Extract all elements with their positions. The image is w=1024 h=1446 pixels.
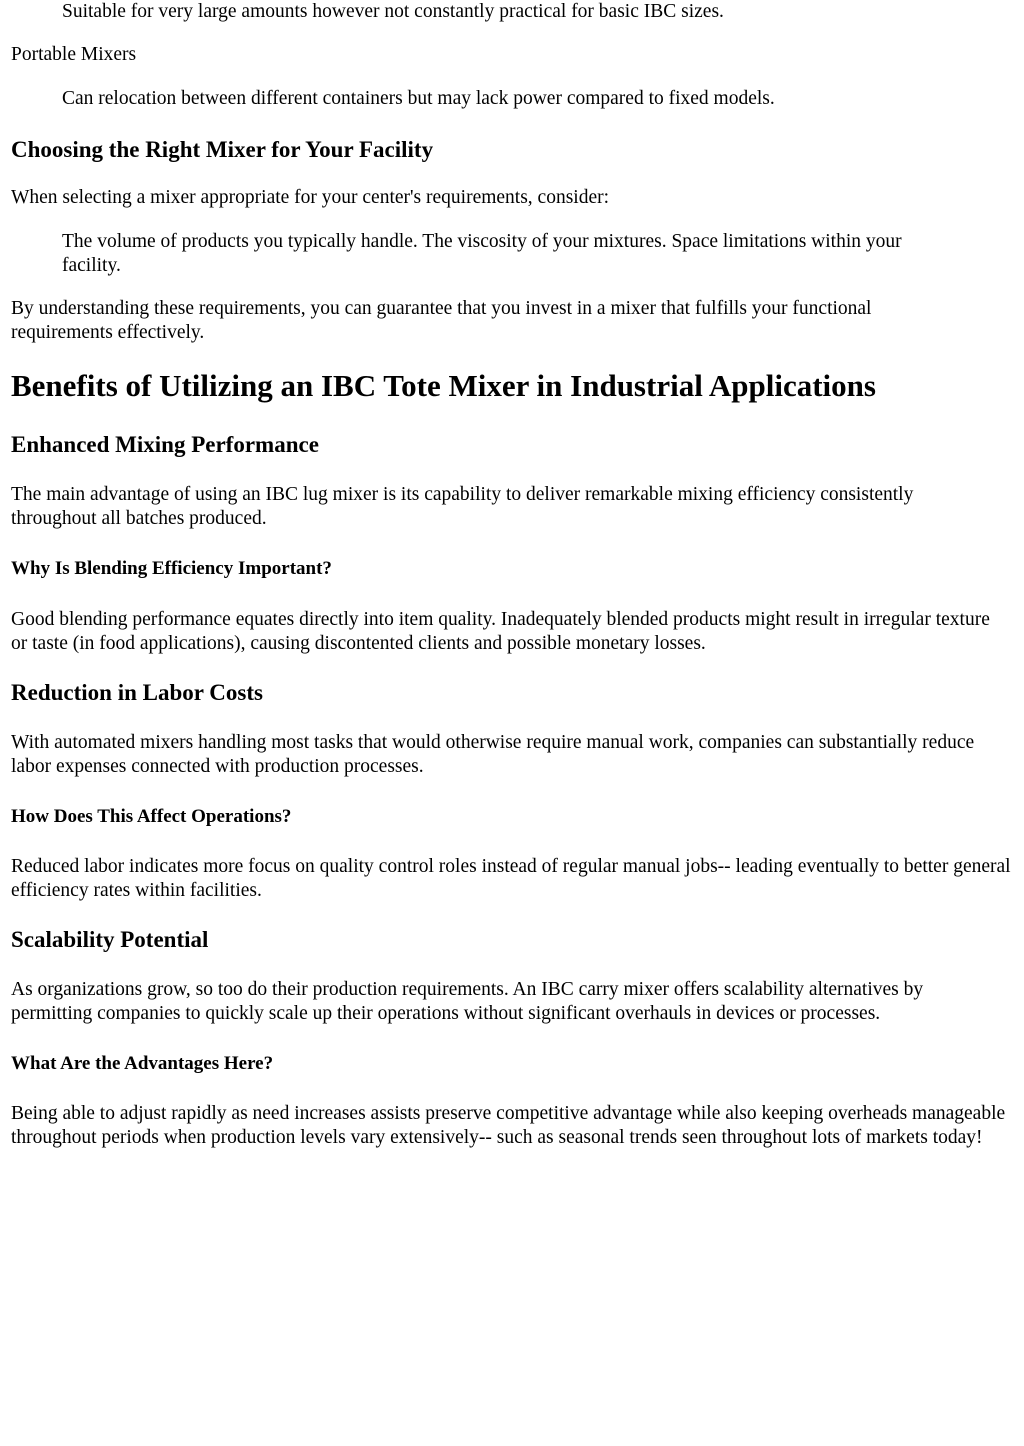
heading-reduction-labor-costs: Reduction in Labor Costs [11, 680, 263, 705]
when-selecting-paragraph: When selecting a mixer appropriate for your center's requirements, consider: [11, 187, 610, 208]
portable-mixers-term: Portable Mixers [11, 44, 137, 65]
enhanced-mixing-paragraph: The main advantage of using an IBC lug mixer is its capability to deliver remarkable mixing efficiency consistently throughout all batches produced. [11, 484, 914, 529]
heading-choosing-right-mixer: Choosing the Right Mixer for Your Facility [11, 137, 434, 162]
good-blending-paragraph: Good blending performance equates directly into item quality. Inadequately blended products might result in irregular texture or taste (in food applications), causing discontented clients and possible monetary losses. [11, 609, 990, 654]
reduced-labor-paragraph: Reduced labor indicates more focus on quality control roles instead of regular manual jobs-- leading eventually to better general efficiency rates within facilities. [11, 856, 1011, 901]
heading-how-affect-operations: How Does This Affect Operations? [11, 806, 292, 827]
considerations-list: The volume of products you typically handle. The viscosity of your mixtures. Space limitations within your facility. [62, 231, 902, 276]
being-able-paragraph: Being able to adjust rapidly as need increases assists preserve competitive advantage while also keeping overheads manageable throughout periods when production levels vary extensively-- such as seasonal trends seen throughout lots of markets today! [11, 1103, 1006, 1148]
heading-enhanced-mixing: Enhanced Mixing Performance [11, 432, 319, 457]
reduction-labor-paragraph: With automated mixers handling most tasks that would otherwise require manual work, companies can substantially reduce labor expenses connected with production processes. [11, 732, 975, 777]
scalability-paragraph: As organizations grow, so too do their production requirements. An IBC carry mixer offers scalability alternatives by permitting companies to quickly scale up their operations without significant overhauls in devices or processes. [11, 979, 924, 1024]
heading-why-blending-efficiency: Why Is Blending Efficiency Important? [11, 558, 332, 579]
heading-scalability-potential: Scalability Potential [11, 927, 209, 952]
heading-advantages-here: What Are the Advantages Here? [11, 1053, 274, 1074]
by-understanding-paragraph: By understanding these requirements, you can guarantee that you invest in a mixer that fulfills your functional requirements effectively. [11, 298, 872, 343]
heading-benefits: Benefits of Utilizing an IBC Tote Mixer in Industrial Applications [11, 368, 876, 403]
portable-mixers-description: Can relocation between different containers but may lack power compared to fixed models. [62, 88, 775, 109]
large-amounts-description: Suitable for very large amounts however not constantly practical for basic IBC sizes. [62, 1, 724, 22]
